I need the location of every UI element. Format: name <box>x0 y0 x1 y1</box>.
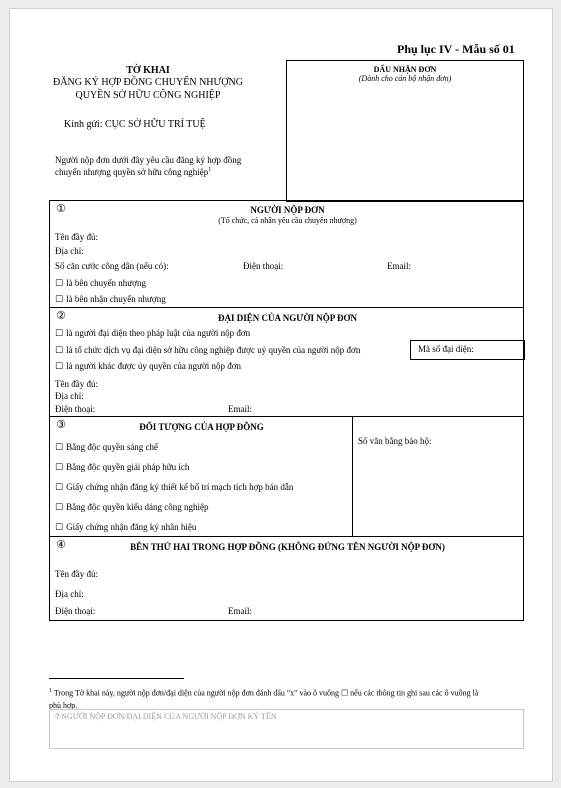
contract-object-left <box>50 416 353 537</box>
checkbox-icon: ☐ <box>55 279 64 289</box>
stamp-title: DẤU NHẬN ĐƠN <box>373 65 437 74</box>
request-line2: chuyển nhượng quyền sở hữu công nghiệp$^1$ <box>55 167 212 177</box>
agent-code-box[interactable] <box>410 340 525 360</box>
rep-option-service[interactable]: ☐ là tổ chức dịch vụ đại diện sở hữu công nghiệp được uỷ quyền của người nộp đơn <box>55 345 361 356</box>
section4-number: ④ <box>56 538 66 551</box>
section-applicant <box>49 200 524 308</box>
checkbox-icon: ☐ <box>55 362 64 372</box>
object-option-design[interactable]: ☐ Bằng độc quyền kiểu dáng công nghiệp <box>55 502 209 513</box>
signature-box[interactable] <box>49 709 524 749</box>
section2-title: ĐẠI DIỆN CỦA NGƯỜI NỘP ĐƠN <box>218 313 357 323</box>
object-option-trademark[interactable]: ☐ Giấy chứng nhận đăng ký nhãn hiệu <box>55 522 197 533</box>
signature-label: ⑦NGƯỜI NỘP ĐƠN/ĐẠI DIỆN CỦA NGƯỜI NỘP ĐƠN KÝ TÊN <box>54 712 277 721</box>
checkbox-icon: ☐ <box>55 443 64 453</box>
object-option-patent[interactable]: ☐ Bằng độc quyền sáng chế <box>55 442 159 453</box>
request-line1: Người nộp đơn dưới đây yêu cầu đăng ký hợp đồng <box>55 155 242 165</box>
footnote-divider <box>49 678 184 679</box>
footnote-ref: 1 <box>208 167 212 173</box>
party-email-label[interactable]: Email: <box>228 606 252 616</box>
section-representative <box>49 307 524 417</box>
form-title-line3: QUYỀN SỞ HỮU CÔNG NGHIỆP <box>75 90 221 101</box>
checkbox-icon: ☐ <box>55 346 64 356</box>
checkbox-icon: ☐ <box>55 483 64 493</box>
checkbox-icon: ☐ <box>55 503 64 513</box>
checkbox-icon: ☐ <box>55 295 64 305</box>
applicant-phone-label[interactable]: Điện thoại: <box>243 261 284 271</box>
rep-option-other[interactable]: ☐ là người khác được ủy quyền của người nộp đơn <box>55 361 241 372</box>
section1-number: ① <box>56 202 66 215</box>
party-phone-label[interactable]: Điện thoại: <box>55 606 96 616</box>
section3-number: ③ <box>56 418 66 431</box>
appendix-label: Phụ lục IV - Mẫu số 01 <box>397 42 515 56</box>
recipient-line: Kính gửi: CỤC SỞ HỮU TRÍ TUỆ <box>64 119 206 130</box>
section-second-party <box>49 536 524 621</box>
rep-email-label[interactable]: Email: <box>228 404 252 414</box>
section1-title: NGƯỜI NỘP ĐƠN <box>250 205 325 215</box>
applicant-email-label[interactable]: Email: <box>387 261 411 271</box>
applicant-address-label[interactable]: Địa chỉ: <box>55 246 84 256</box>
stamp-subtitle: (Dành cho cán bộ nhận đơn) <box>358 74 452 83</box>
signature-number: ⑦ <box>54 712 62 721</box>
checkbox-icon: ☐ <box>55 523 64 533</box>
agent-code-label: Mã số đại diện: <box>418 344 474 354</box>
applicant-name-label[interactable]: Tên đầy đủ: <box>55 232 98 242</box>
object-option-utility[interactable]: ☐ Bằng độc quyền giải pháp hữu ích <box>55 462 190 473</box>
section4-title: BÊN THỨ HAI TRONG HỢP ĐỒNG (KHÔNG ĐỨNG TÊN NGƯỜI NỘP ĐƠN) <box>130 542 445 552</box>
footnote-text: $^1$ Trong Tờ khai này, người nộp đơn/đại diện của người nộp đơn đánh dấu "x" vào ô vuông ☐ nếu các thông tin ghi sau các ô vuông là phù hợp. <box>49 688 479 710</box>
checkbox-icon: ☐ <box>55 329 64 339</box>
rep-option-legal[interactable]: ☐ là người đại diện theo pháp luật của người nộp đơn <box>55 328 251 339</box>
section3-title: ĐỐI TƯỢNG CỦA HỢP ĐỒNG <box>139 422 264 432</box>
stamp-box <box>286 60 524 202</box>
section-contract-object <box>49 416 524 537</box>
rep-name-label[interactable]: Tên đầy đủ: <box>55 379 98 389</box>
section2-number: ② <box>56 309 66 322</box>
form-title: TỜ KHAI <box>126 65 170 76</box>
rep-address-label[interactable]: Địa chỉ: <box>55 391 84 401</box>
object-option-layout[interactable]: ☐ Giấy chứng nhận đăng ký thiết kế bố trí mạch tích hợp bán dẫn <box>55 482 294 493</box>
party-name-label[interactable]: Tên đầy đủ: <box>55 569 98 579</box>
checkbox-icon: ☐ <box>55 463 64 473</box>
party-address-label[interactable]: Địa chỉ: <box>55 589 84 599</box>
option-assignor[interactable]: ☐ là bên chuyển nhượng <box>55 278 146 289</box>
patent-number-label[interactable]: Số văn bằng bảo hộ: <box>358 436 432 446</box>
applicant-id-label[interactable]: Số căn cước công dân (nếu có): <box>55 261 169 271</box>
option-assignee[interactable]: ☐ là bên nhận chuyển nhượng <box>55 294 166 305</box>
rep-phone-label[interactable]: Điện thoại: <box>55 404 96 414</box>
form-title-line2: ĐĂNG KÝ HỢP ĐỒNG CHUYỂN NHƯỢNG <box>53 77 243 88</box>
document-page <box>9 8 553 782</box>
section1-subtitle: (Tổ chức, cá nhân yêu cầu chuyên nhượng) <box>218 216 357 225</box>
